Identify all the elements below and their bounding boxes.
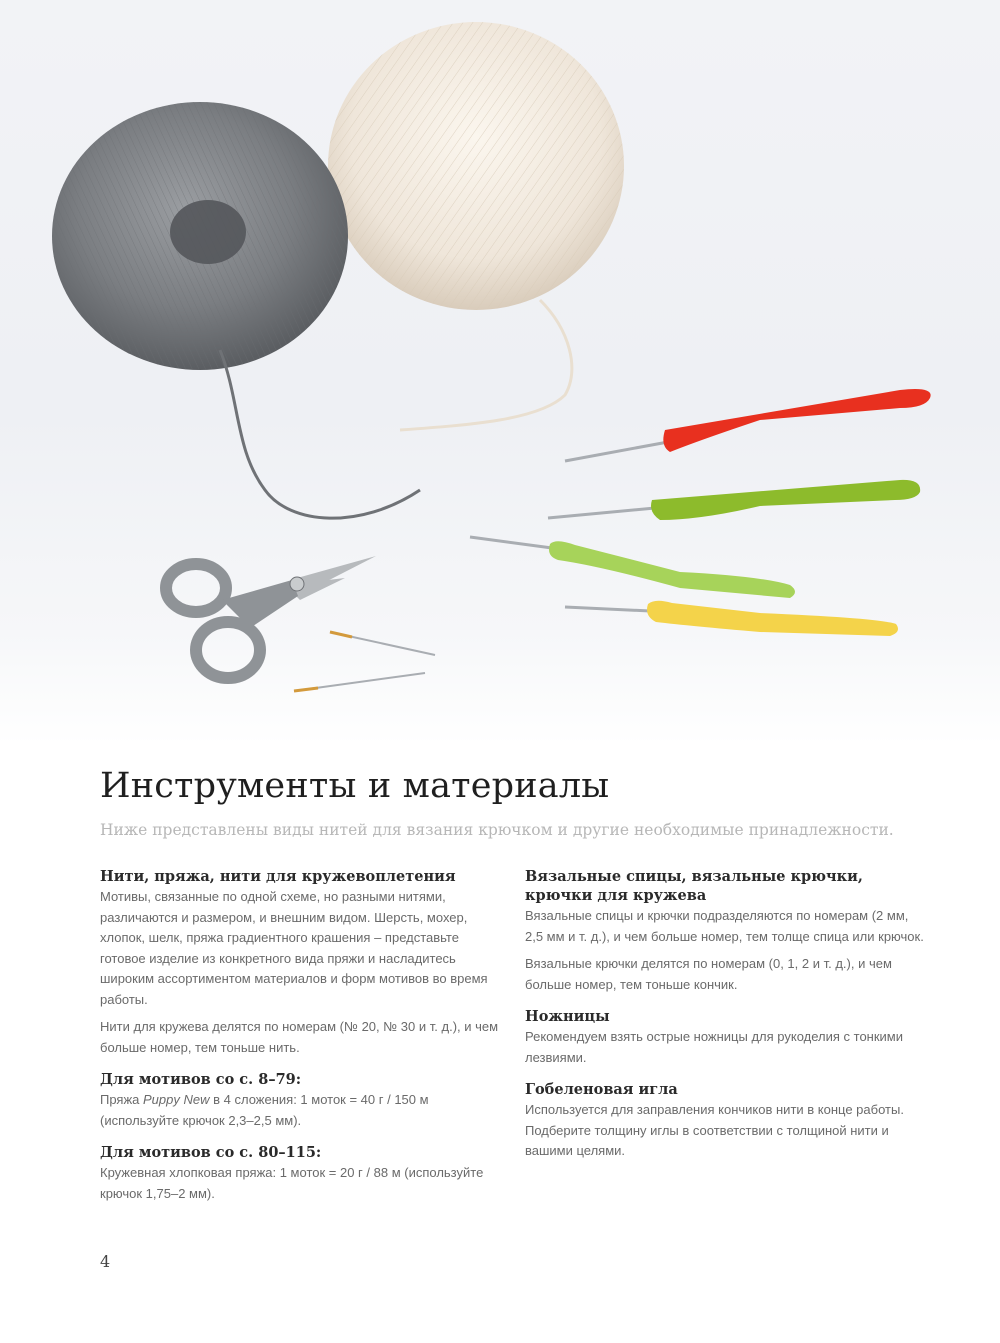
yarn-brand-name: Puppy New (143, 1092, 210, 1107)
section-heading: Ножницы (525, 1008, 610, 1025)
left-column (100, 867, 500, 1216)
section-text: Используется для заправления кончиков нити в конце работы. Подберите толщину иглы в соответствии с толщиной нити и вашими целями. (525, 1102, 904, 1158)
text-part: Пряжа (100, 1092, 144, 1107)
tapestry-needles (294, 632, 435, 691)
page-number: 4 (100, 1252, 111, 1271)
section-text (100, 1090, 500, 1131)
section-motifs-8-79 (100, 1070, 500, 1131)
section-text: Вязальные крючки делятся по номерам (0, 1, 2 и т. д.), и чем больше номер, тем тоньше кончик. (525, 956, 892, 992)
crochet-hook-red (565, 389, 931, 461)
section-scissors (525, 1007, 930, 1068)
section-needles-hooks (525, 867, 930, 995)
section-text: Рекомендуем взять острые ножницы для рукоделия с тонкими лезвиями. (525, 1029, 904, 1065)
section-heading: Для мотивов со с. 8–79: (100, 1071, 302, 1088)
section-text: Вязальные спицы и крючки подразделяются по номерам (2 мм, 2,5 мм и т. д.), и чем больше номер, тем толще спица или крючок. (525, 908, 924, 944)
right-column (525, 867, 930, 1174)
section-text: Кружевная хлопковая пряжа: 1 моток = 20 г / 88 м (используйте крючок 1,75–2 мм). (100, 1165, 484, 1201)
text-part: в 4 сложения: 1 моток = 40 г / 150 м (используйте крючок 2,3–2,5 мм). (100, 1092, 429, 1128)
section-heading: Для мотивов со с. 80–115: (100, 1144, 322, 1161)
crochet-hook-light-green (470, 537, 795, 598)
section-heading: Нити, пряжа, нити для кружевоплетения (100, 868, 456, 885)
page-subtitle: Ниже представлены виды нитей для вязания крючком и другие необходимые принадлежности. (100, 821, 894, 839)
section-text: Мотивы, связанные по одной схеме, но разными нитями, различаются и размером, и внешним видом. Шерсть, мохер, хлопок, шелк, пряжа градиентного крашения – представьте готовое изделие из конкретного вида пряжи и насладитесь широким ассортиментом материалов и форм мотивов во время работы. (100, 889, 488, 1007)
page-title: Инструменты и материалы (100, 766, 610, 806)
scissors (166, 556, 376, 678)
section-heading: Гобеленовая игла (525, 1081, 678, 1098)
section-text: Нити для кружева делятся по номерам (№ 20, № 30 и т. д.), и чем больше номер, тем тоньше нить. (100, 1019, 499, 1055)
section-threads (100, 867, 500, 1058)
cream-thread-ball (328, 22, 624, 430)
section-motifs-80-115 (100, 1143, 500, 1204)
section-tapestry-needle (525, 1080, 930, 1162)
crochet-hook-yellow (565, 601, 898, 636)
crochet-hook-green (548, 480, 920, 520)
section-heading: Вязальные спицы, вязальные крючки, крючки для кружева (525, 868, 863, 904)
